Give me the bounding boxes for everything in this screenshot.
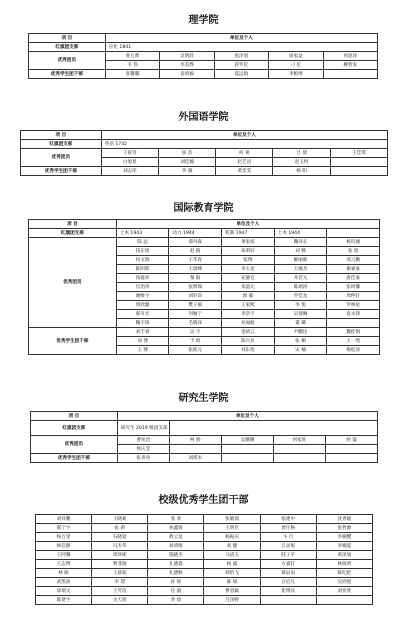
header-item: 项 目	[31, 412, 118, 421]
name-cell: 王芳洁	[92, 587, 148, 596]
name-cell: 吴欣悦	[316, 578, 372, 587]
name-cell: 王晨韬	[92, 569, 148, 578]
name-cell: 须家炫	[222, 238, 275, 247]
header-item: 项 目	[29, 220, 117, 229]
foreign-table	[20, 130, 388, 176]
name-cell: 陈明辉	[116, 265, 169, 274]
empty-cell	[325, 445, 377, 454]
empty-cell	[327, 229, 380, 238]
name-cell: 周珍妮	[92, 551, 148, 560]
name-cell: 蒋罗佗	[214, 61, 268, 70]
name-cell: 杨 阳	[273, 167, 330, 176]
name-cell: 孔德畅	[148, 569, 204, 578]
name-cell: 李 琦	[148, 596, 204, 605]
name-cell: 张皓元	[169, 346, 222, 355]
name-cell: 刘丰睿	[116, 328, 169, 337]
name-cell: 孙 锐	[148, 578, 204, 587]
name-cell: 孙加航	[222, 319, 275, 328]
name-cell: 屈 浩	[158, 149, 215, 158]
name-cell: 何 祖	[216, 149, 273, 158]
name-cell: 王志博	[36, 560, 92, 569]
empty-cell	[169, 445, 221, 454]
name-cell: 冯杰华	[92, 542, 148, 551]
name-cell: 钱诞祥	[116, 274, 169, 283]
name-cell: 王阿馨	[36, 551, 92, 560]
name-cell: 李浩宇	[222, 310, 275, 319]
name-cell: 董 卿	[274, 319, 327, 328]
empty-cell	[316, 596, 372, 605]
name-cell: 张 桐	[274, 337, 327, 346]
name-cell: 曹思颖	[204, 587, 260, 596]
red-flag-value: 动力 1944	[169, 229, 222, 238]
name-cell: 李 悦	[274, 301, 327, 310]
name-cell: 吕灵妮	[260, 542, 316, 551]
name-cell: 关天骄	[92, 596, 148, 605]
red-flag-label: 红旗团支部	[29, 43, 106, 52]
name-cell: 梅松涛	[327, 346, 380, 355]
name-cell: 王华青	[169, 256, 222, 265]
name-cell: 袁靖毅	[160, 70, 214, 79]
name-cell: 杨振庆	[204, 533, 260, 542]
name-cell: 张 莉	[92, 524, 148, 533]
name-cell: 于 晗	[169, 337, 222, 346]
red-flag-label: 红旗团支部	[21, 140, 102, 149]
name-cell: 陈 斌	[204, 578, 260, 587]
name-cell: 吴珊珊	[221, 436, 273, 445]
name-cell: 石晓爱	[92, 533, 148, 542]
name-cell: 李婉夏	[316, 542, 372, 551]
cadre-label: 优秀学生团干部	[31, 454, 118, 463]
name-cell: 易靖维	[148, 542, 204, 551]
name-cell: 谢嘉豪	[327, 265, 380, 274]
empty-cell	[221, 445, 273, 454]
empty-cell	[325, 454, 377, 463]
name-cell: 卞 行	[260, 533, 316, 542]
name-cell: 林海明	[316, 560, 372, 569]
name-cell: 贾仔格	[260, 524, 316, 533]
name-cell: 充静宜	[222, 274, 275, 283]
name-cell: 马清玉	[204, 551, 260, 560]
name-cell: 李美烨	[160, 61, 214, 70]
name-cell: 唐佳豪	[327, 274, 380, 283]
red-flag-value: 研究生 2019 级团支部	[117, 421, 169, 436]
name-cell: 井若元	[274, 274, 327, 283]
name-cell: 王明臣	[204, 524, 260, 533]
name-cell: 张博	[222, 256, 275, 265]
name-cell: 郭 葡	[222, 292, 275, 301]
name-cell: 孔德淼	[148, 560, 204, 569]
name-cell: 刘亚欣	[316, 587, 372, 596]
name-cell: 黄雯雯	[216, 167, 273, 176]
name-cell: 赵艺语	[216, 158, 273, 167]
red-flag-value: 土木 1944	[274, 229, 327, 238]
red-flag-value: 土木 1943	[116, 229, 169, 238]
name-cell	[330, 158, 387, 167]
section-title-foreign: 外国语学院	[178, 112, 229, 123]
name-cell: 何思泽	[323, 52, 377, 61]
name-cell: 葛辰雨	[260, 569, 316, 578]
header-unit: 单位及个人	[101, 131, 387, 140]
name-cell: 钱东旭	[116, 247, 169, 256]
name-cell: 张 旭	[327, 247, 380, 256]
name-cell: 王家熙	[222, 301, 275, 310]
name-cell: 李 璟	[92, 578, 148, 587]
name-cell: 王瑞峰	[169, 265, 222, 274]
cadre-label: 优秀学生团干部	[21, 167, 102, 176]
name-cell: 施晓杰	[148, 551, 204, 560]
name-cell: 王锐奇	[101, 149, 158, 158]
section-title-science: 理学院	[188, 15, 219, 26]
name-cell: 黎 阳	[169, 274, 222, 283]
name-cell: 孙鑫锐	[148, 524, 204, 533]
name-cell: 刘邢水	[169, 454, 221, 463]
name-cell: 崔博泽	[260, 587, 316, 596]
name-cell: 何家旺	[273, 436, 325, 445]
name-cell: 朱韶元	[222, 283, 275, 292]
header-unit: 单位及个人	[117, 412, 377, 421]
name-cell: 毛晓泽	[169, 319, 222, 328]
name-cell: 张明瑞	[169, 283, 222, 292]
name-cell: 刘 博	[116, 337, 169, 346]
name-cell	[330, 167, 387, 176]
name-cell: 周仲轩	[327, 292, 380, 301]
name-cell: 刁 佗	[269, 61, 323, 70]
intl-table	[28, 219, 380, 355]
science-table	[28, 33, 378, 79]
name-cell: 杨万里	[36, 533, 92, 542]
name-cell: 侯庆莹	[117, 445, 169, 454]
empty-cell	[169, 421, 377, 436]
cadre-label: 优秀学生团干部	[29, 328, 117, 355]
name-cell: 陈建宇	[36, 596, 92, 605]
excellent-label: 优秀团员	[29, 52, 106, 70]
name-cell: 官治涛	[116, 283, 169, 292]
name-cell: 任 毅	[148, 587, 204, 596]
name-cell: 刘 健	[204, 542, 260, 551]
empty-cell	[273, 454, 325, 463]
name-cell: 吕 倩	[273, 149, 330, 158]
name-cell: 王一然	[327, 337, 380, 346]
name-cell: 杨佳静	[36, 542, 92, 551]
name-cell: 袁永锋	[327, 310, 380, 319]
name-cell: 夏远航	[214, 70, 268, 79]
name-cell: 曹宛治	[117, 436, 169, 445]
name-cell: 刘轩昂	[169, 292, 222, 301]
name-cell: 何 镜	[325, 436, 377, 445]
section-title-campus: 校级优秀学生团干部	[158, 495, 249, 506]
name-cell: 张哲源	[316, 524, 372, 533]
empty-cell	[221, 454, 273, 463]
name-cell: 肢子平	[260, 551, 316, 560]
name-cell: 李 薇	[158, 167, 215, 176]
name-cell: 郝舟光	[116, 310, 169, 319]
name-cell: 吕泽野	[204, 596, 260, 605]
name-cell: 敖云龙	[148, 533, 204, 542]
name-cell: 柯 娇	[169, 436, 221, 445]
name-cell: 屈家益	[269, 52, 323, 61]
campus-table	[35, 514, 373, 605]
name-cell: 李婉樱	[316, 533, 372, 542]
name-cell: 韦 伟	[105, 61, 159, 70]
name-cell: 谢维宇	[116, 292, 169, 301]
name-cell: 张万新	[105, 52, 159, 61]
name-cell: 樊子毅	[169, 301, 222, 310]
red-flag-label: 红旗团支部	[29, 229, 117, 238]
name-cell: 宋 楠	[274, 346, 327, 355]
name-cell: 鞠泽长	[274, 238, 327, 247]
name-cell: 陈 远	[116, 238, 169, 247]
name-cell: 白旭星	[101, 158, 158, 167]
name-cell: 王佳琪	[330, 149, 387, 158]
name-cell: 张珂馨	[327, 283, 380, 292]
name-cell: 沈香媛	[316, 515, 372, 524]
name-cell: 鞠宇琦	[116, 319, 169, 328]
name-cell: 刘 腾	[274, 247, 327, 256]
name-cell: 周欣懿	[116, 301, 169, 310]
name-cell: 李玉龙	[222, 265, 275, 274]
name-cell: 张 欢	[148, 515, 204, 524]
section-title-intl: 国际教育学院	[173, 203, 234, 214]
empty-cell	[273, 445, 325, 454]
name-cell: 方嘉轩	[260, 560, 316, 569]
header-item: 项 目	[21, 131, 102, 140]
name-cell: 张馨馨	[105, 70, 159, 79]
name-cell: 柳智发	[323, 61, 377, 70]
grad-table	[30, 411, 378, 463]
empty-cell	[260, 596, 316, 605]
name-cell: 解丽新	[274, 256, 327, 265]
name-cell: 谭丹森	[169, 238, 222, 247]
name-cell: 杨钧涵	[327, 238, 380, 247]
name-cell: 曹菲源	[92, 560, 148, 569]
name-cell: 徐瑞文	[36, 587, 92, 596]
red-flag-value: 机制 1947	[222, 229, 275, 238]
excellent-label: 优秀团员	[21, 149, 102, 167]
name-cell: 吴明涯	[160, 52, 214, 61]
name-cell: 武凯欲	[36, 578, 92, 587]
name-cell: 刘佳楠	[158, 158, 215, 167]
name-cell: 尹鹏达	[274, 328, 327, 337]
name-cell: 张敏润	[204, 515, 260, 524]
name-cell: 韩怡飞	[204, 569, 260, 578]
name-cell: 罗佳龙	[274, 292, 327, 301]
name-cell: 赵玉恒	[273, 158, 330, 167]
cadre-label: 优秀学生团干部	[29, 70, 106, 79]
name-cell: 黄泽旭	[316, 551, 372, 560]
name-cell: 魏桂钢	[327, 328, 380, 337]
name-cell: 杨 露	[204, 560, 260, 569]
header-unit: 单位及个人	[116, 220, 379, 229]
name-cell: 白启凡	[260, 578, 316, 587]
excellent-label: 优秀团员	[29, 238, 117, 328]
name-cell: 张建中	[260, 515, 316, 524]
name-cell: 陈兴业	[222, 337, 275, 346]
name-cell: 郝宁宇	[36, 524, 92, 533]
excellent-label: 优秀团员	[31, 436, 118, 454]
name-cell: 王 博	[116, 346, 169, 355]
name-cell: 林 眠	[36, 569, 92, 578]
name-cell: 朱明轩	[222, 247, 275, 256]
name-cell: 吴倩琳	[274, 310, 327, 319]
name-cell: 吴 宇	[169, 328, 222, 337]
name-cell: 王缘杰	[274, 265, 327, 274]
name-cell: 张泽旭	[214, 52, 268, 61]
name-cell: 王晓莉	[92, 515, 148, 524]
header-item: 项 目	[29, 34, 106, 43]
header-unit: 单位及个人	[105, 34, 377, 43]
name-cell: 刘东旭	[222, 346, 275, 355]
red-flag-value: 应化 1841	[105, 43, 377, 52]
name-cell: 李粮博	[269, 70, 323, 79]
name-cell: 刘祥鹏	[36, 515, 92, 524]
red-flag-label: 红旗团支部	[31, 421, 118, 436]
name-cell: 何文瑞	[116, 256, 169, 265]
name-cell	[327, 319, 380, 328]
name-cell: 何婉宁	[169, 310, 222, 319]
name-cell: 罗林星	[327, 301, 380, 310]
name-cell: 金靖云	[222, 328, 275, 337]
section-title-grad: 研究生学院	[178, 393, 229, 404]
name-cell	[323, 70, 377, 79]
red-flag-value: 英语 1742	[101, 140, 387, 149]
name-cell: 陈炳涛	[274, 283, 327, 292]
name-cell: 刘志彤	[101, 167, 158, 176]
name-cell: 赵 路	[169, 247, 222, 256]
name-cell: 张喜喜	[117, 454, 169, 463]
name-cell: 邓云鹏	[327, 256, 380, 265]
name-cell: 陈纪伦	[316, 569, 372, 578]
